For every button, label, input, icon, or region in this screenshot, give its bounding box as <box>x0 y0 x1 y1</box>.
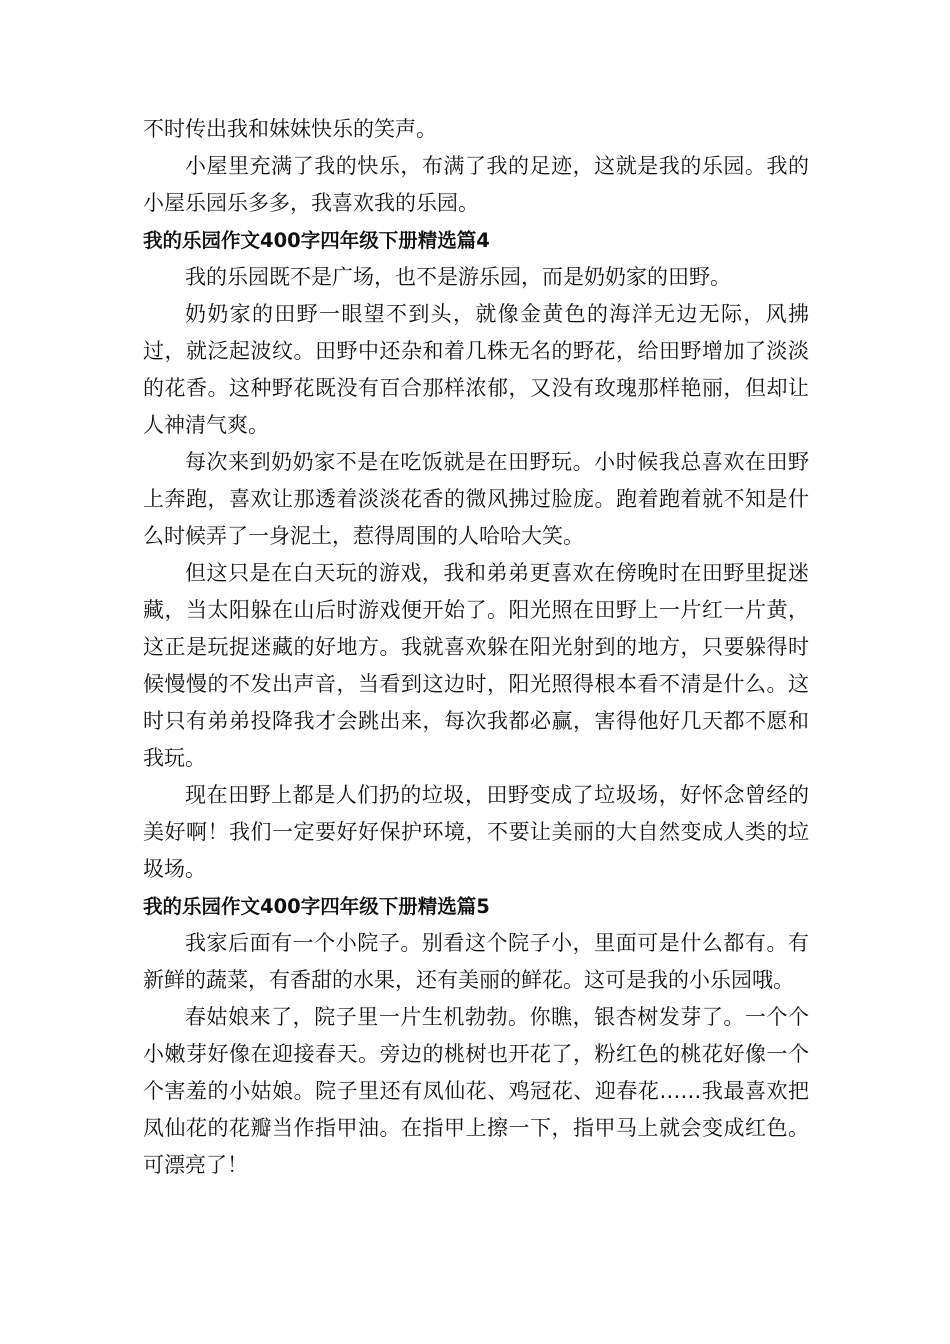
paragraph-5: 每次来到奶奶家不是在吃饭就是在田野玩。小时候我总喜欢在田野上奔跑，喜欢让那透着淡淡花香的微风拂过脸庞。跑着跑着就不知是什么时候弄了一身泥土，惹得周围的人哈哈大笑。 <box>143 450 809 548</box>
paragraph-6: 但这只是在白天玩的游戏，我和弟弟更喜欢在傍晚时在田野里捉迷藏，当太阳躲在山后时游戏便开始了。阳光照在田野上一片红一片黄，这正是玩捉迷藏的好地方。我就喜欢躲在阳光射到的地方，只要躲得时候慢慢的不发出声音，当看到这边时，阳光照得根本看不清是什么。这时只有弟弟投降我才会跳出来，每次我都必赢，害得他好几天都不愿和我玩。 <box>143 561 809 770</box>
paragraph-1: 不时传出我和妹妹快乐的笑声。 <box>143 117 437 141</box>
document-page <box>143 111 809 1184</box>
paragraph-4: 奶奶家的田野一眼望不到头，就像金黄色的海洋无边无际，风拂过，就泛起波纹。田野中还杂和着几株无名的野花，给田野增加了淡淡的花香。这种野花既没有百合那样浓郁，又没有玫瑰那样艳丽，但却让人神清气爽。 <box>143 302 809 437</box>
paragraph-8: 我家后面有一个小院子。别看这个院子小，里面可是什么都有。有新鲜的蔬菜，有香甜的水果，还有美丽的鲜花。这可是我的小乐园哦。 <box>143 931 809 992</box>
paragraph-2: 小屋里充满了我的快乐，布满了我的足迹，这就是我的乐园。我的小屋乐园乐多多，我喜欢我的乐园。 <box>143 154 809 215</box>
paragraph-9: 春姑娘来了，院子里一片生机勃勃。你瞧，银杏树发芽了。一个个小嫩芽好像在迎接春天。旁边的桃树也开花了，粉红色的桃花好像一个个害羞的小姑娘。院子里还有凤仙花、鸡冠花、迎春花……我最喜欢把凤仙花的花瓣当作指甲油。在指甲上擦一下，指甲马上就会变成红色。可漂亮了！ <box>143 1005 809 1177</box>
section-heading-5: 我的乐园作文400字四年级下册精选篇5 <box>143 895 490 918</box>
paragraph-7: 现在田野上都是人们扔的垃圾，田野变成了垃圾场，好怀念曾经的美好啊！我们一定要好好保护环境，不要让美丽的大自然变成人类的垃圾场。 <box>143 783 809 881</box>
section-heading-4: 我的乐园作文400字四年级下册精选篇4 <box>143 229 490 252</box>
paragraph-3: 我的乐园既不是广场，也不是游乐园，而是奶奶家的田野。 <box>185 265 731 289</box>
